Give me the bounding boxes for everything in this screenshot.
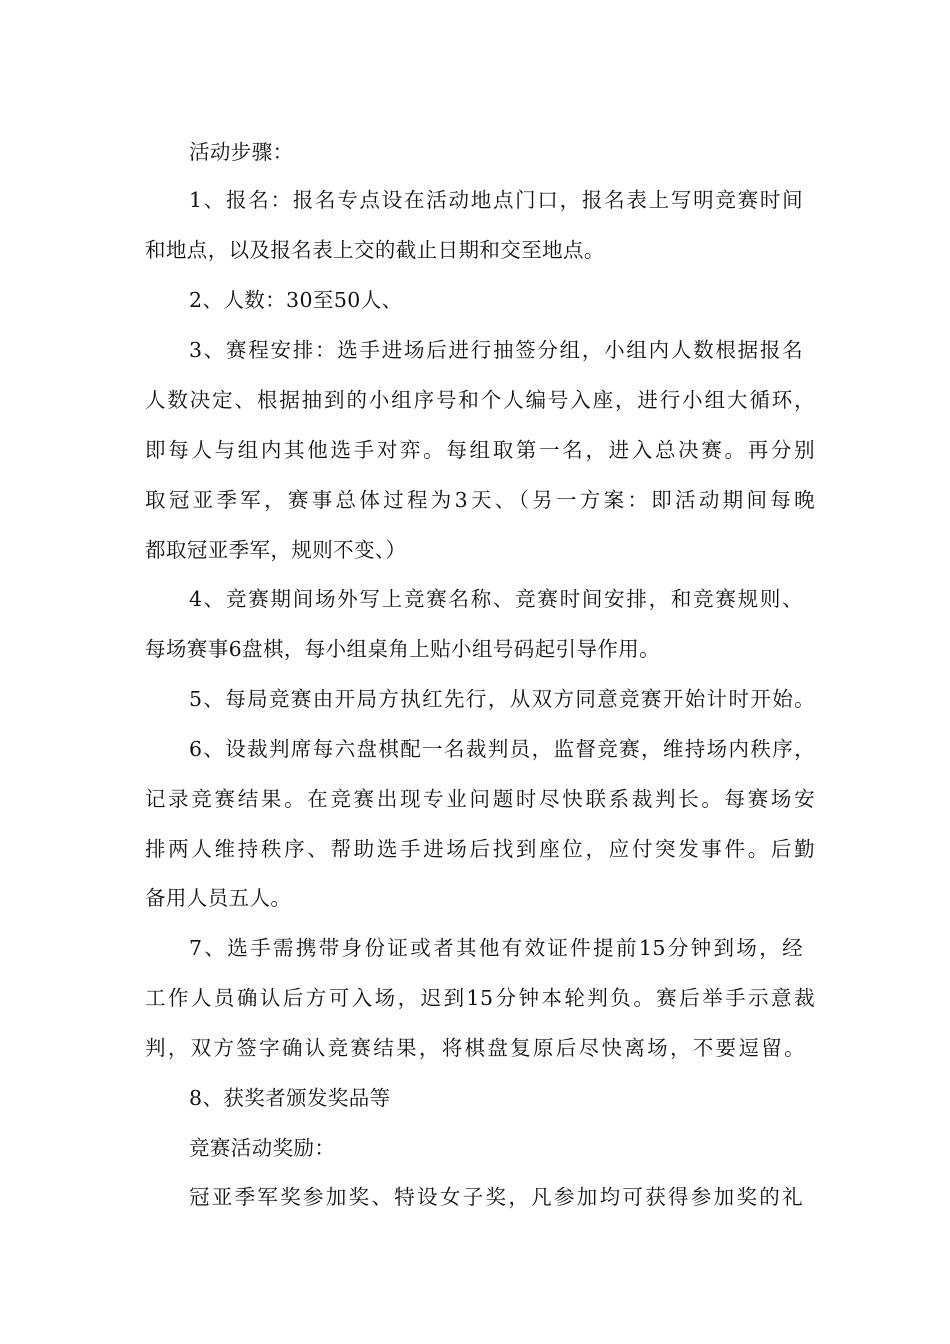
step-6-line-4: 备用人员五人。 (145, 886, 292, 910)
step-3-line-3: 即每人与组内其他选手对弈。每组取第一名，进入总决赛。再分别 (145, 438, 815, 462)
step-3-line-1: 3、赛程安排：选手进场后进行抽签分组，小组内人数根据报名 (189, 338, 803, 362)
step-1-line-2: 和地点，以及报名表上交的截止日期和交至地点。 (145, 238, 605, 262)
step-1-line-1: 1、报名：报名专点设在活动地点门口，报名表上写明竞赛时间 (189, 188, 803, 212)
step-7-line-3: 判，双方签字确认竞赛结果，将棋盘复原后尽快离场，不要逗留。 (145, 1036, 805, 1060)
step-7-line-1: 7、选手需携带身份证或者其他有效证件提前15分钟到场，经 (189, 936, 803, 960)
step-4-line-1: 4、竞赛期间场外写上竞赛名称、竞赛时间安排，和竞赛规则、 (189, 587, 803, 611)
section-heading-rewards: 竞赛活动奖励： (189, 1136, 336, 1160)
step-3-line-2: 人数决定、根据抽到的小组序号和个人编号入座，进行小组大循环， (145, 388, 815, 412)
step-6-line-3: 排两人维持秩序、帮助选手进场后找到座位，应付突发事件。后勤 (145, 837, 815, 861)
step-2-line-1: 2、人数：30至50人、 (189, 288, 403, 312)
step-6-line-1: 6、设裁判席每六盘棋配一名裁判员，监督竞赛，维持场内秩序， (189, 737, 815, 761)
section-heading-activity-steps: 活动步骤： (189, 140, 294, 164)
step-8-line-1: 8、获奖者颁发奖品等 (189, 1086, 391, 1110)
step-6-line-2: 记录竞赛结果。在竞赛出现专业问题时尽快联系裁判长。每赛场安 (145, 787, 815, 811)
rewards-line-1: 冠亚季军奖参加奖、特设女子奖，凡参加均可获得参加奖的礼 (189, 1185, 803, 1209)
step-4-line-2: 每场赛事6盘棋，每小组桌角上贴小组号码起引导作用。 (145, 637, 661, 661)
step-7-line-2: 工作人员确认后方可入场，迟到15分钟本轮判负。赛后举手示意裁 (145, 986, 815, 1010)
step-5-line-1: 5、每局竞赛由开局方执红先行，从双方同意竞赛开始计时开始。 (189, 687, 815, 711)
step-3-line-4: 取冠亚季军，赛事总体过程为3天、（另一方案：即活动期间每晚 (145, 488, 815, 512)
step-3-line-5: 都取冠亚季军，规则不变、） (145, 538, 407, 562)
